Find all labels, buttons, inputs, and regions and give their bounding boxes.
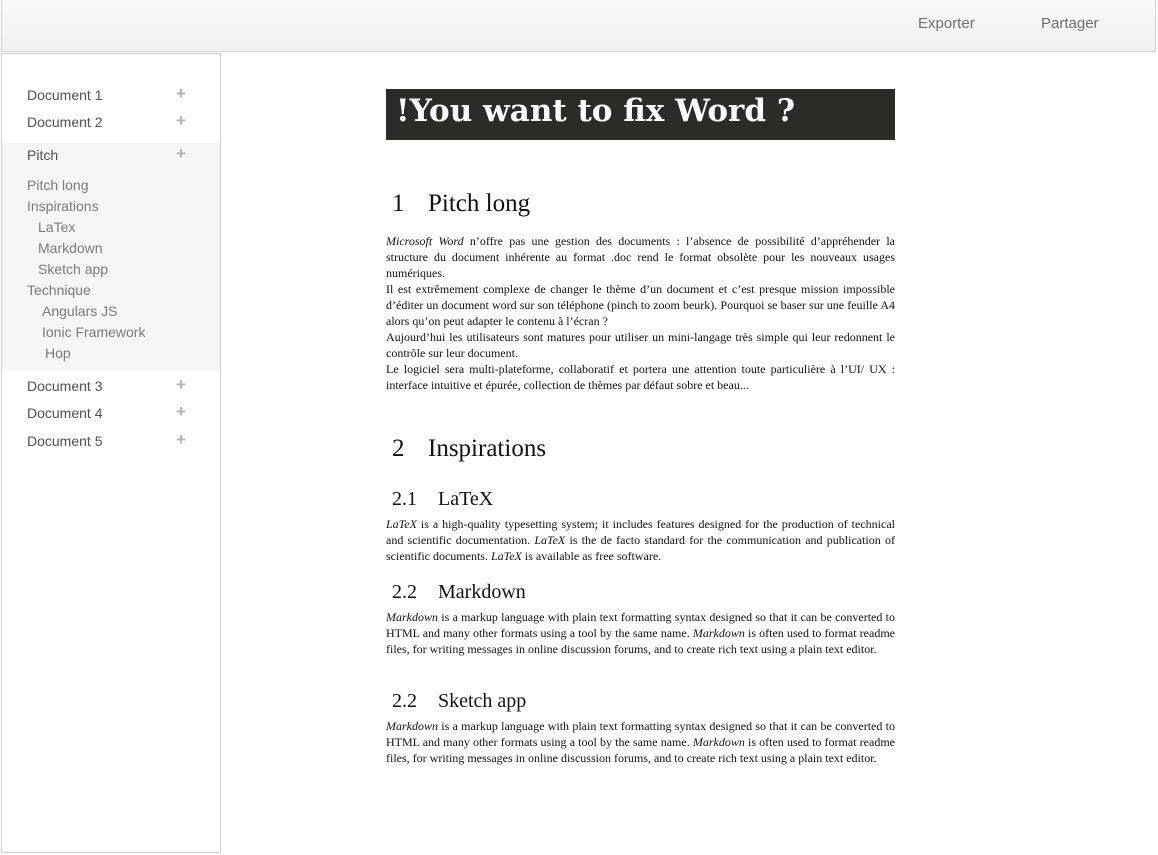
subsection-title: Markdown [438, 581, 526, 603]
emphasis-term: Markdown [386, 610, 438, 624]
outline-item-latex[interactable]: LaTex [38, 219, 76, 235]
sidebar-item-document-1[interactable] [2, 84, 220, 108]
paragraph [386, 609, 895, 657]
sidebar-item-label: Document 1 [27, 87, 103, 103]
emphasis-term: Microsoft Word [386, 234, 464, 248]
plus-icon[interactable]: + [176, 402, 186, 421]
sidebar-item-label: Pitch [27, 147, 59, 163]
outline-item-pitch-long[interactable]: Pitch long [27, 177, 89, 193]
paragraph-text: is the de facto standard for the communication and publication of scientific documents. [386, 533, 895, 563]
emphasis-term: Markdown [386, 719, 438, 733]
top-toolbar [1, 0, 1156, 52]
paragraph [386, 516, 895, 564]
subsection-heading-sketch-app [392, 690, 526, 713]
subsection-title: LaTeX [438, 488, 494, 510]
outline-item-sketch-app[interactable]: Sketch app [38, 261, 109, 277]
sidebar-item-document-2[interactable] [2, 111, 220, 135]
subsection-number: 2.1 [392, 488, 417, 510]
share-button[interactable]: Partager [1041, 15, 1099, 32]
subsection-title: Sketch app [438, 690, 527, 712]
paragraph-text: n’offre pas une gestion des documents : l’absence de possibilité d’appréhender la structure du document inhérente au format .doc rend le format obsolète pour les nouveaux usages numériques. [386, 234, 896, 280]
section-heading-inspirations [392, 435, 546, 463]
section-title: Pitch long [428, 190, 531, 217]
document-title-bar [386, 89, 895, 140]
sidebar-item-label: Document 4 [27, 405, 103, 421]
section-body-pitch-long [386, 233, 895, 393]
subsection-body-latex [386, 516, 895, 564]
outline-item-technique[interactable]: Technique [27, 282, 91, 298]
subsection-heading-markdown [392, 581, 526, 604]
outline-item-ionic[interactable]: Ionic Framework [42, 324, 146, 340]
section-number: 1 [392, 190, 405, 217]
emphasis-term: LaTeX [534, 533, 566, 547]
plus-icon[interactable]: + [176, 375, 186, 394]
paragraph: Aujourd’hui les utilisateurs sont matures pour utiliser un mini-langage très simple qui leur redonnent le contrôle sur leur document. [386, 330, 895, 360]
sidebar [1, 53, 221, 853]
sidebar-item-label: Document 3 [27, 378, 103, 394]
outline-item-hop[interactable]: Hop [45, 345, 71, 361]
sidebar-group-pitch [2, 143, 220, 371]
document-title: !You want to fix Word ? [396, 93, 796, 129]
sidebar-item-document-3[interactable] [2, 375, 220, 399]
outline-item-markdown[interactable]: Markdown [38, 240, 103, 256]
emphasis-term: Markdown [692, 626, 745, 640]
sidebar-item-document-4[interactable] [2, 402, 220, 426]
export-button[interactable]: Exporter [918, 15, 975, 32]
paragraph-text: is often used to format readme files, for writing messages in online discussion forums, and to create rich text using a plain text editor. [386, 735, 895, 765]
section-title: Inspirations [428, 435, 547, 462]
subsection-number: 2.2 [392, 690, 417, 712]
paragraph-text: is a markup language with plain text formatting syntax designed so that it can be converted to HTML and many other formats using a tool by the same name. [386, 719, 895, 749]
emphasis-term: Markdown [692, 735, 745, 749]
paragraph [386, 718, 895, 766]
subsection-body-markdown [386, 609, 895, 657]
paragraph-text: is available as free software. [521, 549, 662, 563]
section-heading-pitch-long [392, 190, 530, 218]
emphasis-term: LaTeX [386, 517, 417, 531]
section-number: 2 [392, 435, 405, 462]
subsection-body-sketch-app [386, 718, 895, 766]
sidebar-item-pitch[interactable] [2, 144, 220, 168]
paragraph-text: is a markup language with plain text formatting syntax designed so that it can be converted to HTML and many other formats using a tool by the same name. [386, 610, 895, 640]
plus-icon[interactable]: + [176, 111, 186, 130]
subsection-number: 2.2 [392, 581, 417, 603]
paragraph-text: is a high-quality typesetting system; it includes features designed for the production of technical and scientific documentation. [386, 517, 895, 547]
outline-item-inspirations[interactable]: Inspirations [27, 198, 99, 214]
sidebar-item-document-5[interactable] [2, 430, 220, 454]
subsection-heading-latex [392, 488, 493, 511]
paragraph: Il est extrêmement complexe de changer le thème d’un document et c’est presque mission impossible d’éditer un document word sur son téléphone (pinch to zoom beurk). Pourquoi se baser sur une feuille A4 alors qu’on peut adapter le contenu à l’écran ? [386, 282, 895, 328]
sidebar-item-label: Document 5 [27, 433, 103, 449]
sidebar-item-label: Document 2 [27, 114, 103, 130]
paragraph: Le logiciel sera multi-plateforme, collaboratif et portera une attention toute particulière à l’UI/ UX : interface intuitive et épurée, collection de thèmes par défaut sobre et beau... [386, 362, 895, 392]
emphasis-term: LaTeX [490, 549, 522, 563]
plus-icon[interactable]: + [176, 144, 186, 163]
paragraph [386, 233, 895, 281]
plus-icon[interactable]: + [176, 430, 186, 449]
outline-item-angular[interactable]: Angulars JS [42, 303, 118, 319]
plus-icon[interactable]: + [176, 84, 186, 103]
paragraph-text: is often used to format readme files, for writing messages in online discussion forums, and to create rich text using a plain text editor. [386, 626, 895, 656]
